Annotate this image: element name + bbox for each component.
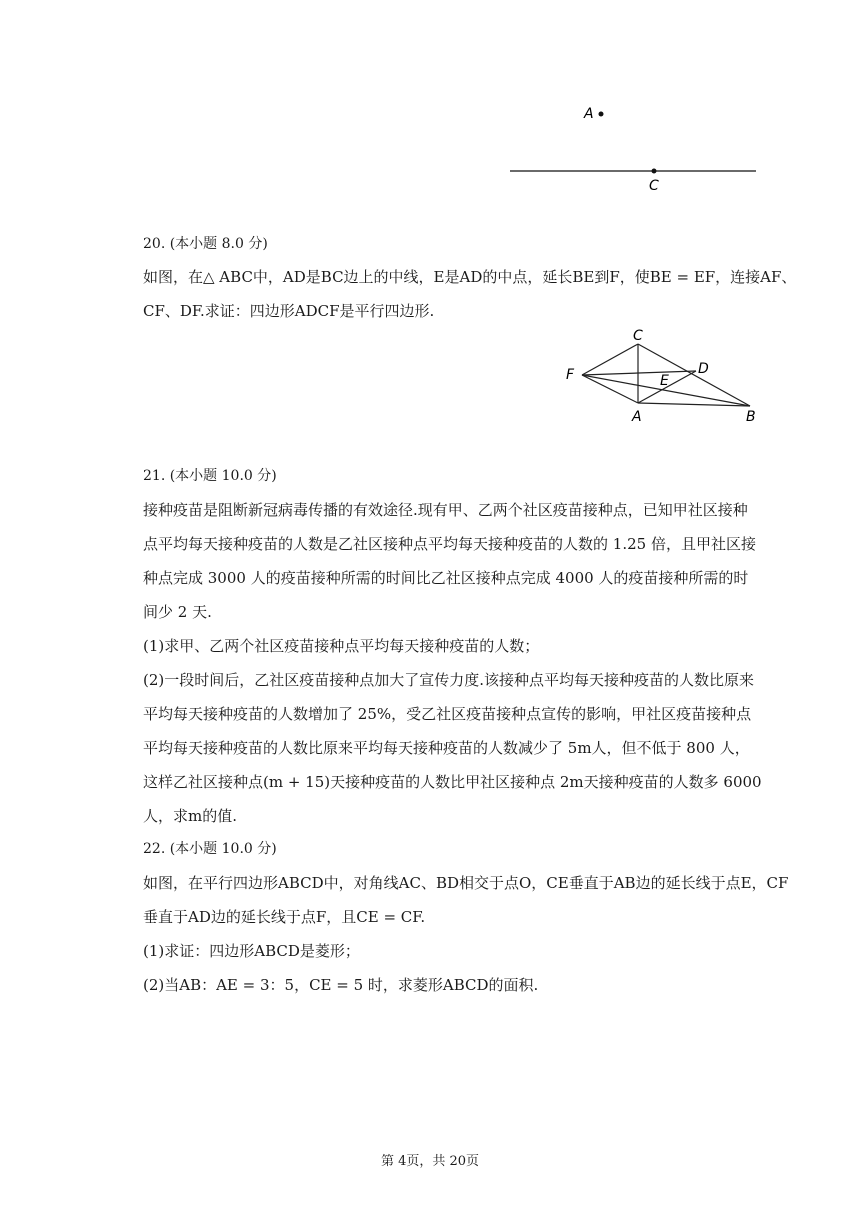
- q21-line-4: 间少 2 天.: [143, 603, 212, 621]
- q22-line-1: 如图，在平行四边形ABCD中，对角线AC、BD相交于点O，CE垂直于AB边的延长线于点E，CF: [143, 874, 789, 892]
- figure-q20-triangle: [560, 328, 770, 428]
- label-d: D: [698, 361, 709, 377]
- q22-header: 22. (本小题 10.0 分): [143, 841, 277, 857]
- point-a: [599, 112, 604, 117]
- figure-point-line: [500, 95, 770, 205]
- q20-line-1: 如图，在△ ABC中，AD是BC边上的中线，E是AD的中点，延长BE到F，使BE = EF，连接AF、: [143, 268, 797, 286]
- label-f: F: [566, 367, 575, 383]
- label-e: E: [660, 373, 669, 389]
- q21-line-3: 种点完成 3000 人的疫苗接种所需的时间比乙社区接种点完成 4000 人的疫苗接种所需的时: [143, 569, 749, 587]
- q20-line-2: CF、DF.求证：四边形ADCF是平行四边形.: [143, 302, 435, 320]
- point-c: [652, 169, 657, 174]
- q21-header: 21. (本小题 10.0 分): [143, 468, 277, 484]
- label-a: A: [632, 409, 642, 425]
- q21-line-5: (1)求甲、乙两个社区疫苗接种点平均每天接种疫苗的人数；: [143, 637, 540, 655]
- q22-line-2: 垂直于AD边的延长线于点F，且CE = CF.: [143, 908, 426, 926]
- q20-header: 20. (本小题 8.0 分): [143, 236, 268, 252]
- q21-line-8: 平均每天接种疫苗的人数比原来平均每天接种疫苗的人数减少了 5m人，但不低于 800 人，: [143, 739, 750, 757]
- q21-line-7: 平均每天接种疫苗的人数增加了 25%，受乙社区疫苗接种点宣传的影响，甲社区疫苗接种点: [143, 705, 752, 723]
- q21-line-6: (2)一段时间后，乙社区疫苗接种点加大了宣传力度.该接种点平均每天接种疫苗的人数比原来: [143, 671, 755, 689]
- label-a: A: [584, 106, 594, 122]
- q21-line-9: 这样乙社区接种点(m + 15)天接种疫苗的人数比甲社区接种点 2m天接种疫苗的人数多 6000: [143, 773, 762, 791]
- q22-line-3: (1)求证：四边形ABCD是菱形；: [143, 942, 360, 960]
- label-c: C: [649, 178, 659, 194]
- q21-line-1: 接种疫苗是阻断新冠病毒传播的有效途径.现有甲、乙两个社区疫苗接种点，已知甲社区接种: [143, 501, 748, 519]
- page-footer: 第 4页，共 20页: [380, 1154, 480, 1169]
- q22-line-4: (2)当AB：AE = 3：5，CE = 5 时，求菱形ABCD的面积.: [143, 976, 539, 994]
- label-c: C: [633, 328, 643, 344]
- q21-line-10: 人，求m的值.: [143, 807, 237, 825]
- q21-line-2: 点平均每天接种疫苗的人数是乙社区接种点平均每天接种疫苗的人数的 1.25 倍，且甲社区接: [143, 535, 756, 553]
- label-b: B: [746, 409, 756, 425]
